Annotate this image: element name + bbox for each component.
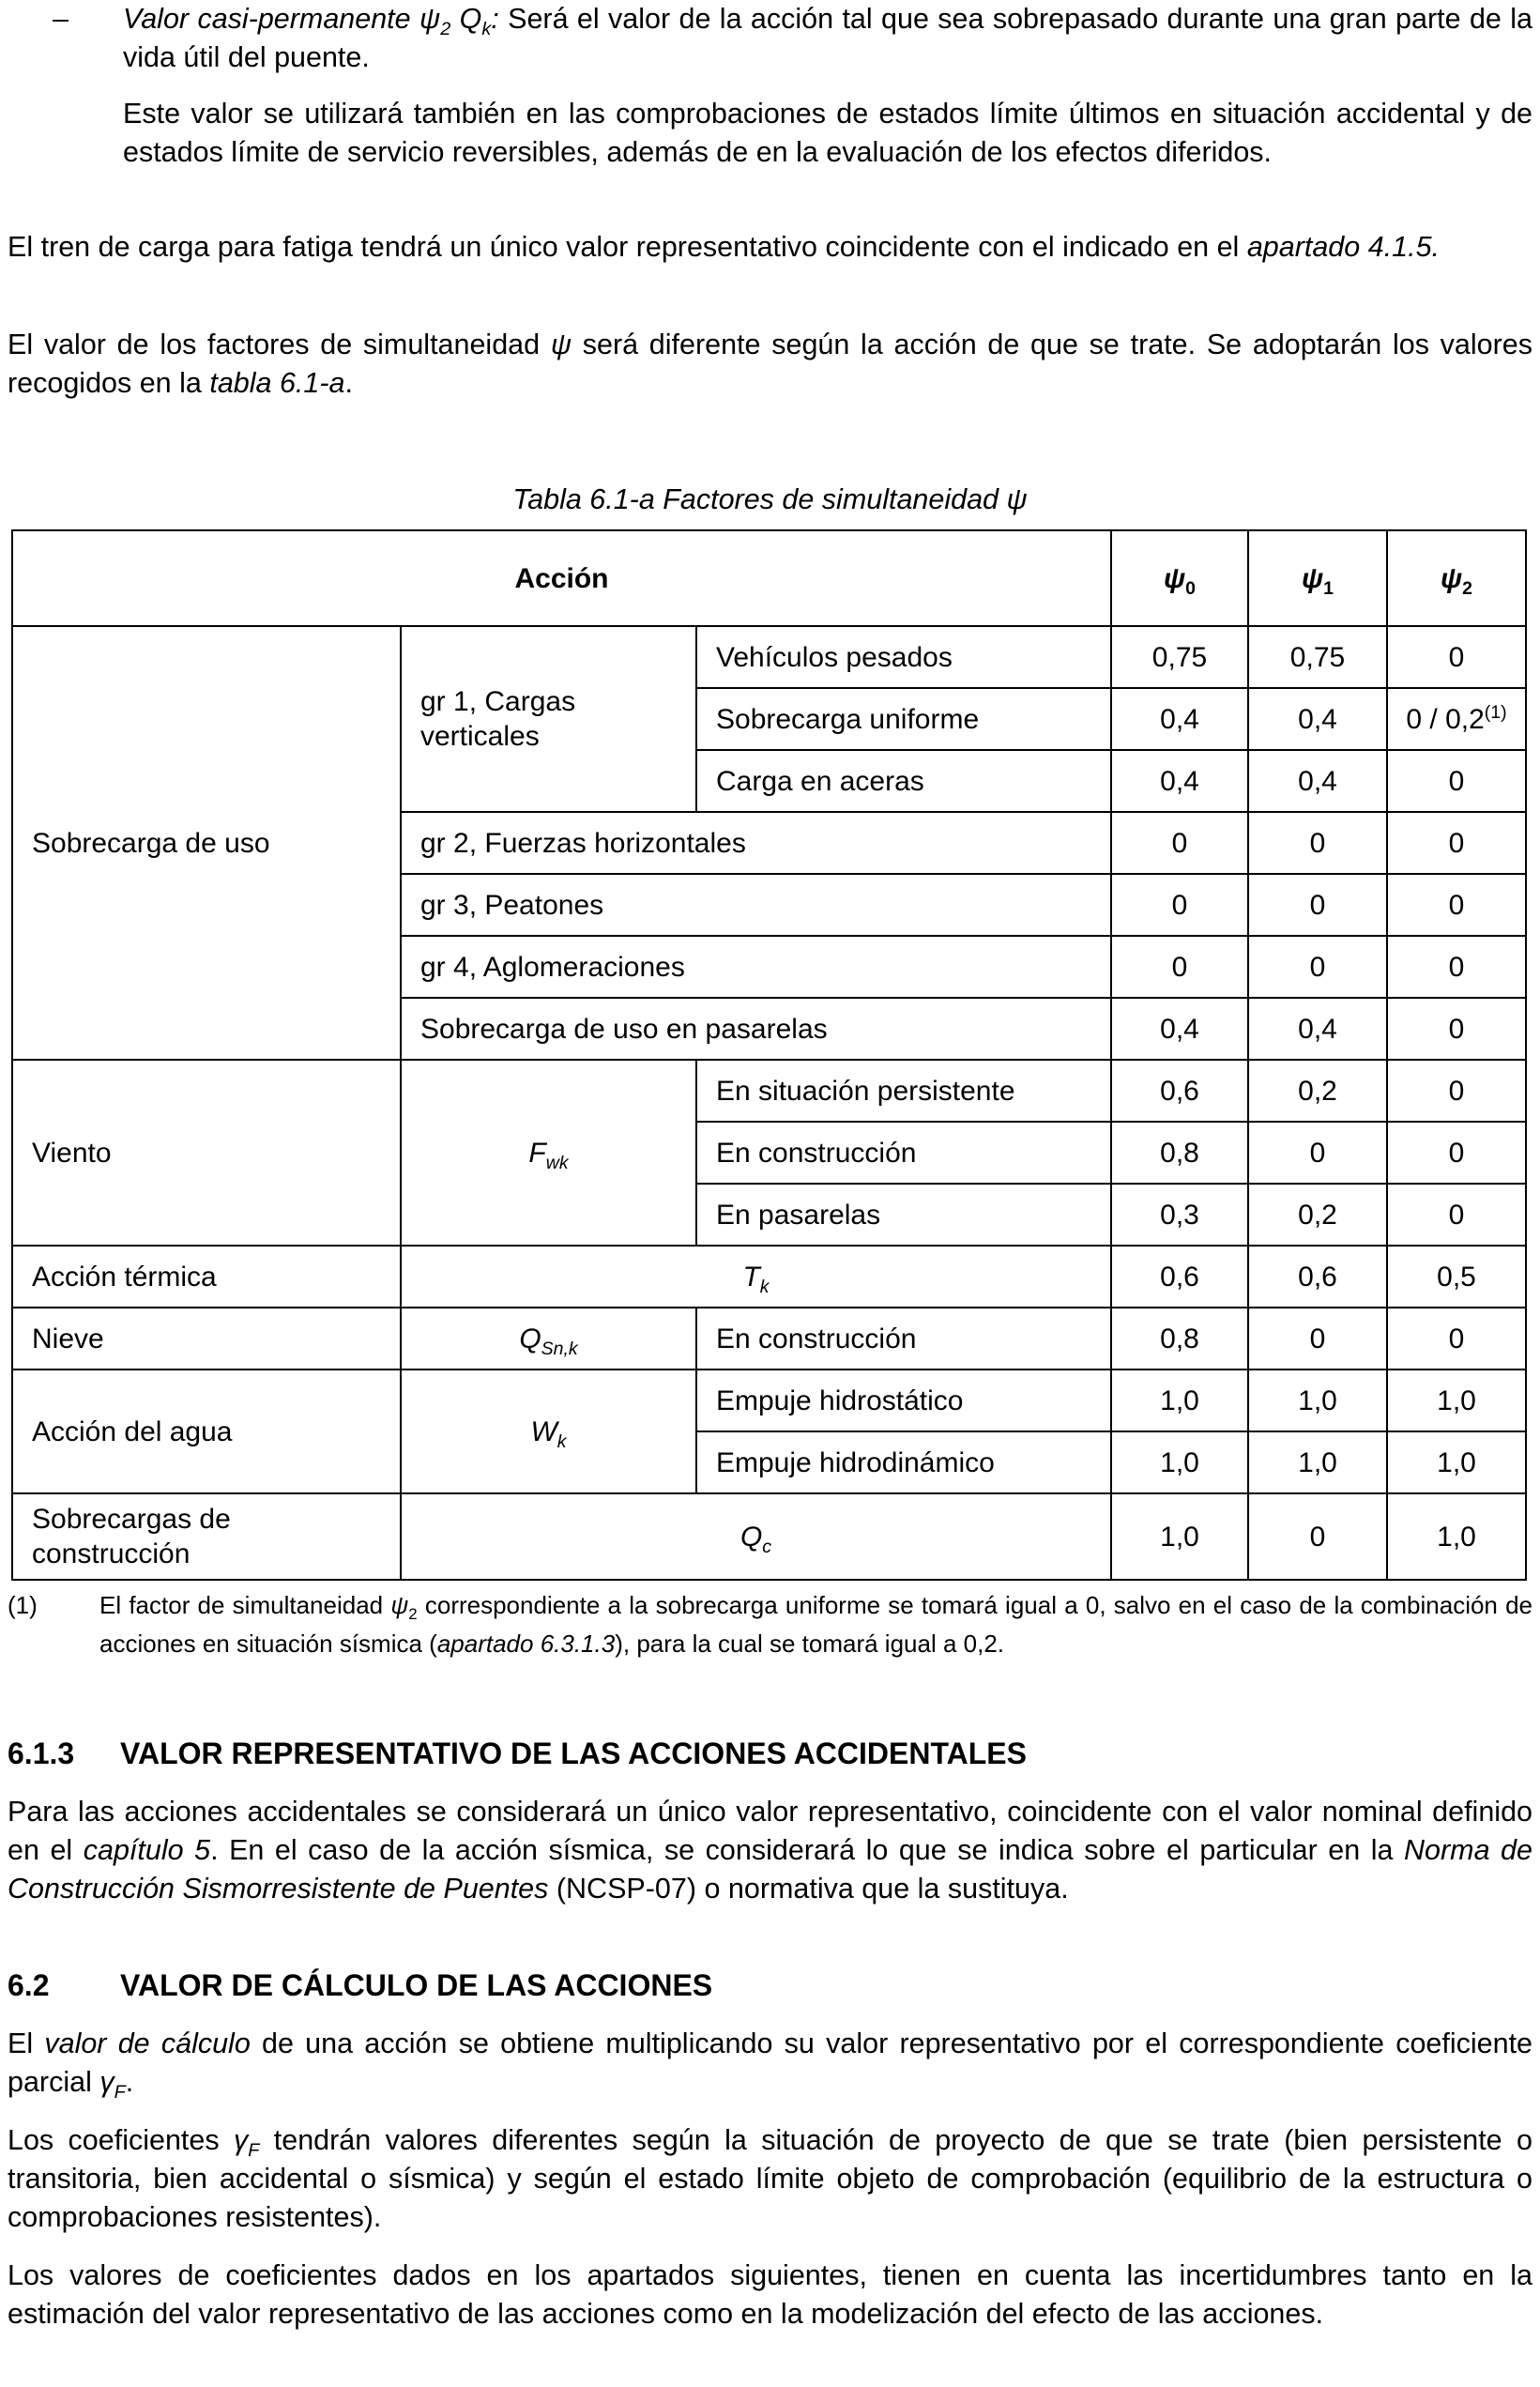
quasi-text: Será el valor de la acción tal que sea sobrepasado durante una gran parte de la vida útil del puente. <box>123 3 1532 73</box>
section-heading-6-1-3: 6.1.3 VALOR REPRESENTATIVO DE LAS ACCIONES ACCIDENTALES <box>8 1737 1027 1770</box>
fatigue-paragraph: El tren de carga para fatiga tendrá un único valor representativo coincidente con el indicado en el apartado 4.1.5. <box>8 231 1441 263</box>
table-row: Acción del agua $W_k$ Empuje hidrostático 1,0 1,0 1,0 <box>12 1369 1526 1431</box>
footnote-text: El factor de simultaneidad $\psi_2$ correspondiente a la sobrecarga uniforme se tomará igual a 0, salvo en el caso de la combinación de acciones en situación sísmica (apartado 6.3.1.3), para la cual se tomará igual a 0,2. <box>99 1591 1533 1658</box>
table-row: Carga en aceras 0,4 0,4 0 <box>12 750 1526 812</box>
table-row: Empuje hidrodinámico 1,0 1,0 1,0 <box>12 1431 1526 1493</box>
row-label-nieve: Nieve <box>12 1308 401 1369</box>
table-row: gr 4, Aglomeraciones 0 0 0 <box>12 936 1526 998</box>
table-row: gr 3, Peatones 0 0 0 <box>12 874 1526 936</box>
coefficients-paragraph: Los coeficientes $\gamma_F$ tendrán valores diferentes según la situación de proyecto de que se trate (bien persistente o transitoria, bien accidental o sísmica) y según el estado límite objeto de comprobación (equilibrio de la estructura o comprobaciones resistentes). <box>8 2124 1532 2233</box>
footnote-marker: (1) <box>1484 701 1507 723</box>
nieve-symbol: $Q_{Sn,k}$ <box>401 1308 696 1369</box>
psi-symbol: ψ <box>419 3 441 35</box>
table-header-row <box>12 530 1526 626</box>
quasi-permanent-paragraph: Valor casi-permanente $\psi_2$ $Q_k$: Será el valor de la acción tal que sea sobrepasado durante una gran parte de la vida útil del puente. <box>123 3 1532 73</box>
row-label-viento: Viento <box>12 1060 401 1246</box>
row-label-termica: Acción térmica <box>12 1246 401 1308</box>
row-label-agua: Acción del agua <box>12 1369 401 1493</box>
simultaneity-paragraph: El valor de los factores de simultaneidad ψ será diferente según la acción de que se trate. Se adoptarán los valores recogidos en la tabla 6.1-a. <box>8 329 1532 399</box>
table-row: Sobrecarga de uso en pasarelas 0,4 0,4 0 <box>12 998 1526 1060</box>
table-row: Sobrecarga uniforme 0,4 0,4 0 / 0,2$^{(1)}$ <box>12 688 1526 750</box>
construccion-symbol: $Q_c$ <box>401 1493 1111 1580</box>
uniform-psi2-cell: 0 / 0,2$^{(1)}$ <box>1387 688 1526 750</box>
table-row: Nieve $Q_{Sn,k}$ En construcción 0,8 0 0 <box>12 1308 1526 1369</box>
accidental-actions-paragraph: Para las acciones accidentales se considerará un único valor representativo, coincidente con el valor nominal definido en el capítulo 5. En el caso de la acción sísmica, se considerará lo que se indica sobre el particular en la Norma de Construcción Sismorresistente de Puentes (NCSP-07) o normativa que la sustituya. <box>8 1796 1532 1905</box>
header-psi2: $\psi_2$ <box>1387 530 1526 626</box>
table-row: Sobrecarga de uso gr 1, Cargas verticales Vehículos pesados 0,75 0,75 0 <box>12 626 1526 688</box>
psi-symbol: ψ <box>550 329 572 360</box>
viento-symbol: $F_{wk}$ <box>401 1060 696 1246</box>
quasi-usage-paragraph: Este valor se utilizará también en las comprobaciones de estados límite últimos en situación accidental y de estados límite de servicio reversibles, además de en la evaluación de los efectos diferidos. <box>123 98 1532 168</box>
header-psi1: $\psi_1$ <box>1248 530 1387 626</box>
header-psi0: $\psi_0$ <box>1111 530 1248 626</box>
row-label-sobrecarga-de-uso: Sobrecarga de uso <box>12 626 401 1060</box>
table-row: En construcción 0,8 0 0 <box>12 1122 1526 1184</box>
table-row: En pasarelas 0,3 0,2 0 <box>12 1184 1526 1246</box>
simultaneity-factors-table <box>11 529 1527 1581</box>
design-value-paragraph: El valor de cálculo de una acción se obtiene multiplicando su valor representativo por el correspondiente coeficiente parcial $\gamma_F$. <box>8 2027 1533 2104</box>
group-label-gr1: gr 1, Cargas verticales <box>401 626 696 812</box>
footnote-number: (1) <box>8 1591 38 1619</box>
table-row: Sobrecargas de construcción $Q_c$ 1,0 0 1,0 <box>12 1493 1526 1580</box>
bullet-dash: – <box>53 3 69 35</box>
section-heading-6-2: 6.2 VALOR DE CÁLCULO DE LAS ACCIONES <box>8 1968 713 2002</box>
termica-symbol: $T_k$ <box>401 1246 1111 1308</box>
quasi-label: Valor casi-permanente <box>123 3 411 35</box>
agua-symbol: $W_k$ <box>401 1369 696 1493</box>
table-row: Acción térmica $T_k$ 0,6 0,6 0,5 <box>12 1246 1526 1308</box>
table-reference: tabla 6.1-a <box>209 367 345 399</box>
table-row: gr 2, Fuerzas horizontales 0 0 0 <box>12 812 1526 874</box>
uncertainties-paragraph: Los valores de coeficientes dados en los apartados siguientes, tienen en cuenta las incertidumbres tanto en la estimación del valor representativo de las acciones como en la modelización del efecto de las acciones. <box>8 2259 1532 2330</box>
table-caption: Tabla 6.1-a Factores de simultaneidad ψ <box>512 483 1028 515</box>
table-row: Viento $F_{wk}$ En situación persistente 0,6 0,2 0 <box>12 1060 1526 1122</box>
header-accion: Acción <box>12 530 1111 626</box>
fatigue-reference: apartado 4.1.5. <box>1246 231 1441 263</box>
row-label-construccion: Sobrecargas de construcción <box>12 1493 401 1580</box>
